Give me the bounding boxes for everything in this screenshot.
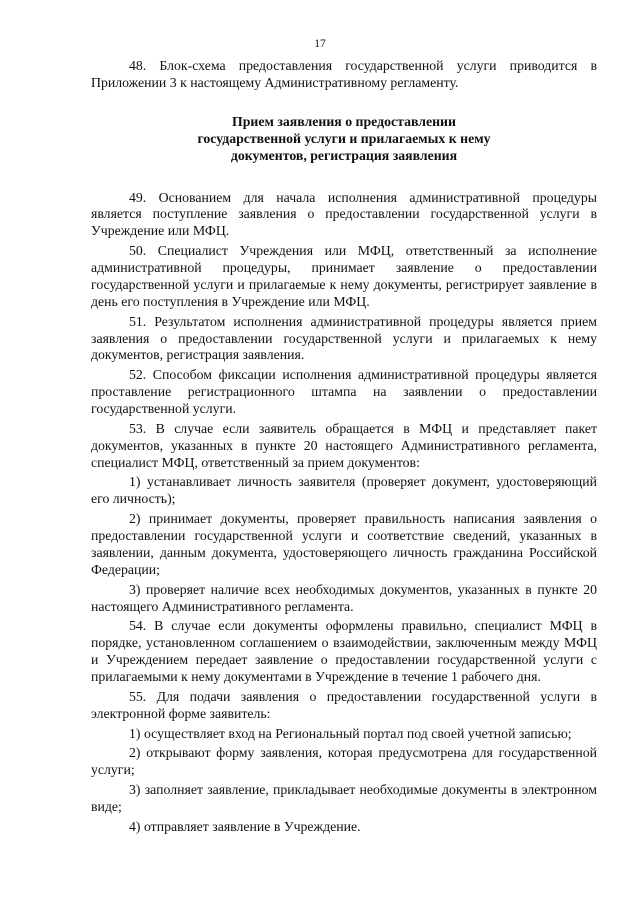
paragraph-51: 51. Результатом исполнения административной процедуры является прием заявления о предоставлении государственной услуги и прилагаемых к нему документов, регистрация заявления.	[91, 313, 597, 363]
list-item-53-2: 2) принимает документы, проверяет правильность написания заявления о предоставлении государственной услуги и соответствие сведений, указанных в заявлении, данным документа, удостоверяющего личность гражданина Российской Федерации;	[91, 511, 597, 577]
heading-line-3: документов, регистрация заявления	[230, 147, 458, 163]
paragraph-49: 49. Основанием для начала исполнения административной процедуры является поступление заявления о предоставлении государственной услуги в Учреждение или МФЦ.	[91, 189, 597, 239]
list-item-55-3: 3) заполняет заявление, прикладывает необходимые документы в электронном виде;	[91, 782, 597, 815]
heading-line-1: Прием заявления о предоставлении	[232, 113, 456, 129]
heading-line-2: государственной услуги и прилагаемых к нему	[197, 130, 491, 146]
paragraph-52: 52. Способом фиксации исполнения административной процедуры является проставление регистрационного штампа на заявлении о предоставлении государственной услуги.	[91, 367, 597, 417]
paragraph-48: 48. Блок-схема предоставления государственной услуги приводится в Приложении 3 к настоящему Административному регламенту.	[91, 58, 597, 90]
page-number: 17	[314, 38, 326, 50]
paragraph-55: 55. Для подачи заявления о предоставлении государственной услуги в электронной форме заявитель:	[91, 688, 597, 721]
paragraph-54: 54. В случае если документы оформлены правильно, специалист МФЦ в порядке, установленном соглашением о взаимодействии, заключенным между МФЦ и Учреждением передает заявление о предоставлении государственной услуги с прилагаемыми к нему документами в Учреждение в течение 1 рабочего дня.	[91, 618, 597, 685]
list-item-53-3: 3) проверяет наличие всех необходимых документов, указанных в пункте 20 настоящего Административного регламента.	[91, 581, 597, 614]
paragraph-50: 50. Специалист Учреждения или МФЦ, ответственный за исполнение административной процедуры, принимает заявление о предоставлении государственной услуги и прилагаемые к нему документы, регистрирует заявление в день его поступления в Учреждение или МФЦ.	[91, 243, 597, 309]
list-item-55-4: 4) отправляет заявление в Учреждение.	[129, 818, 361, 834]
document-body	[91, 58, 597, 839]
section-heading	[91, 114, 597, 165]
list-item-55-2: 2) открывают форму заявления, которая предусмотрена для государственной услуги;	[91, 745, 597, 778]
list-item-53-1: 1) устанавливает личность заявителя (проверяет документ, удостоверяющий его личность);	[91, 474, 597, 507]
paragraph-53: 53. В случае если заявитель обращается в МФЦ и представляет пакет документов, указанных в пункте 20 настоящего Административного регламента, специалист МФЦ, ответственный за прием документов:	[91, 420, 597, 470]
list-item-55-1: 1) осуществляет вход на Региональный портал под своей учетной записью;	[129, 725, 572, 741]
